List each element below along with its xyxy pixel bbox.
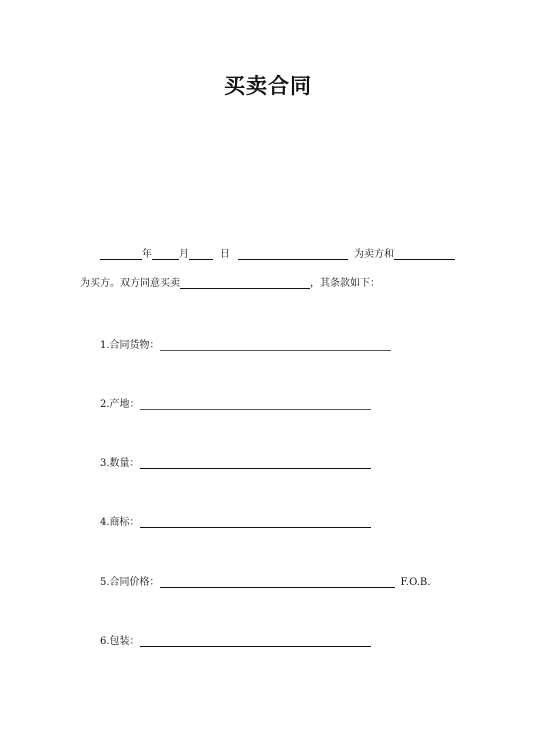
goods-blank[interactable]	[180, 288, 310, 289]
day-label: 日	[220, 249, 230, 260]
year-label: 年	[142, 249, 152, 260]
clause-origin	[100, 398, 371, 412]
clause-label: 4.商标：	[100, 517, 140, 528]
buyer-label: 为买方。双方同意买卖	[80, 278, 180, 289]
clause-label: 1.合同货物：	[100, 340, 160, 351]
document-title: 买卖合同	[224, 74, 312, 98]
clause-packing	[100, 635, 371, 649]
seller-blank[interactable]	[238, 259, 348, 260]
intro-line-1	[100, 248, 455, 262]
clause-trademark-blank[interactable]	[140, 527, 371, 528]
year-blank[interactable]	[100, 259, 142, 260]
clause-price-blank[interactable]	[160, 587, 395, 588]
day-blank[interactable]	[189, 259, 213, 260]
terms-label: ，其条款如下：	[310, 278, 380, 289]
clause-quantity	[100, 457, 371, 471]
month-blank[interactable]	[152, 259, 179, 260]
clause-price	[100, 576, 430, 590]
buyer-blank[interactable]	[394, 259, 455, 260]
clause-label: 3.数量：	[100, 458, 140, 469]
clause-trademark	[100, 516, 371, 530]
fob-label: F.O.B.	[400, 577, 431, 588]
intro-line-2	[80, 277, 380, 291]
clause-label: 5.合同价格：	[100, 577, 160, 588]
clause-label: 2.产地：	[100, 399, 140, 410]
month-label: 月	[179, 249, 189, 260]
clause-goods	[100, 339, 391, 353]
clause-quantity-blank[interactable]	[140, 468, 371, 469]
clause-goods-blank[interactable]	[160, 350, 391, 351]
clause-label: 6.包装：	[100, 636, 140, 647]
seller-label: 为卖方和	[354, 249, 394, 260]
clause-origin-blank[interactable]	[140, 409, 371, 410]
clause-packing-blank[interactable]	[140, 646, 371, 647]
